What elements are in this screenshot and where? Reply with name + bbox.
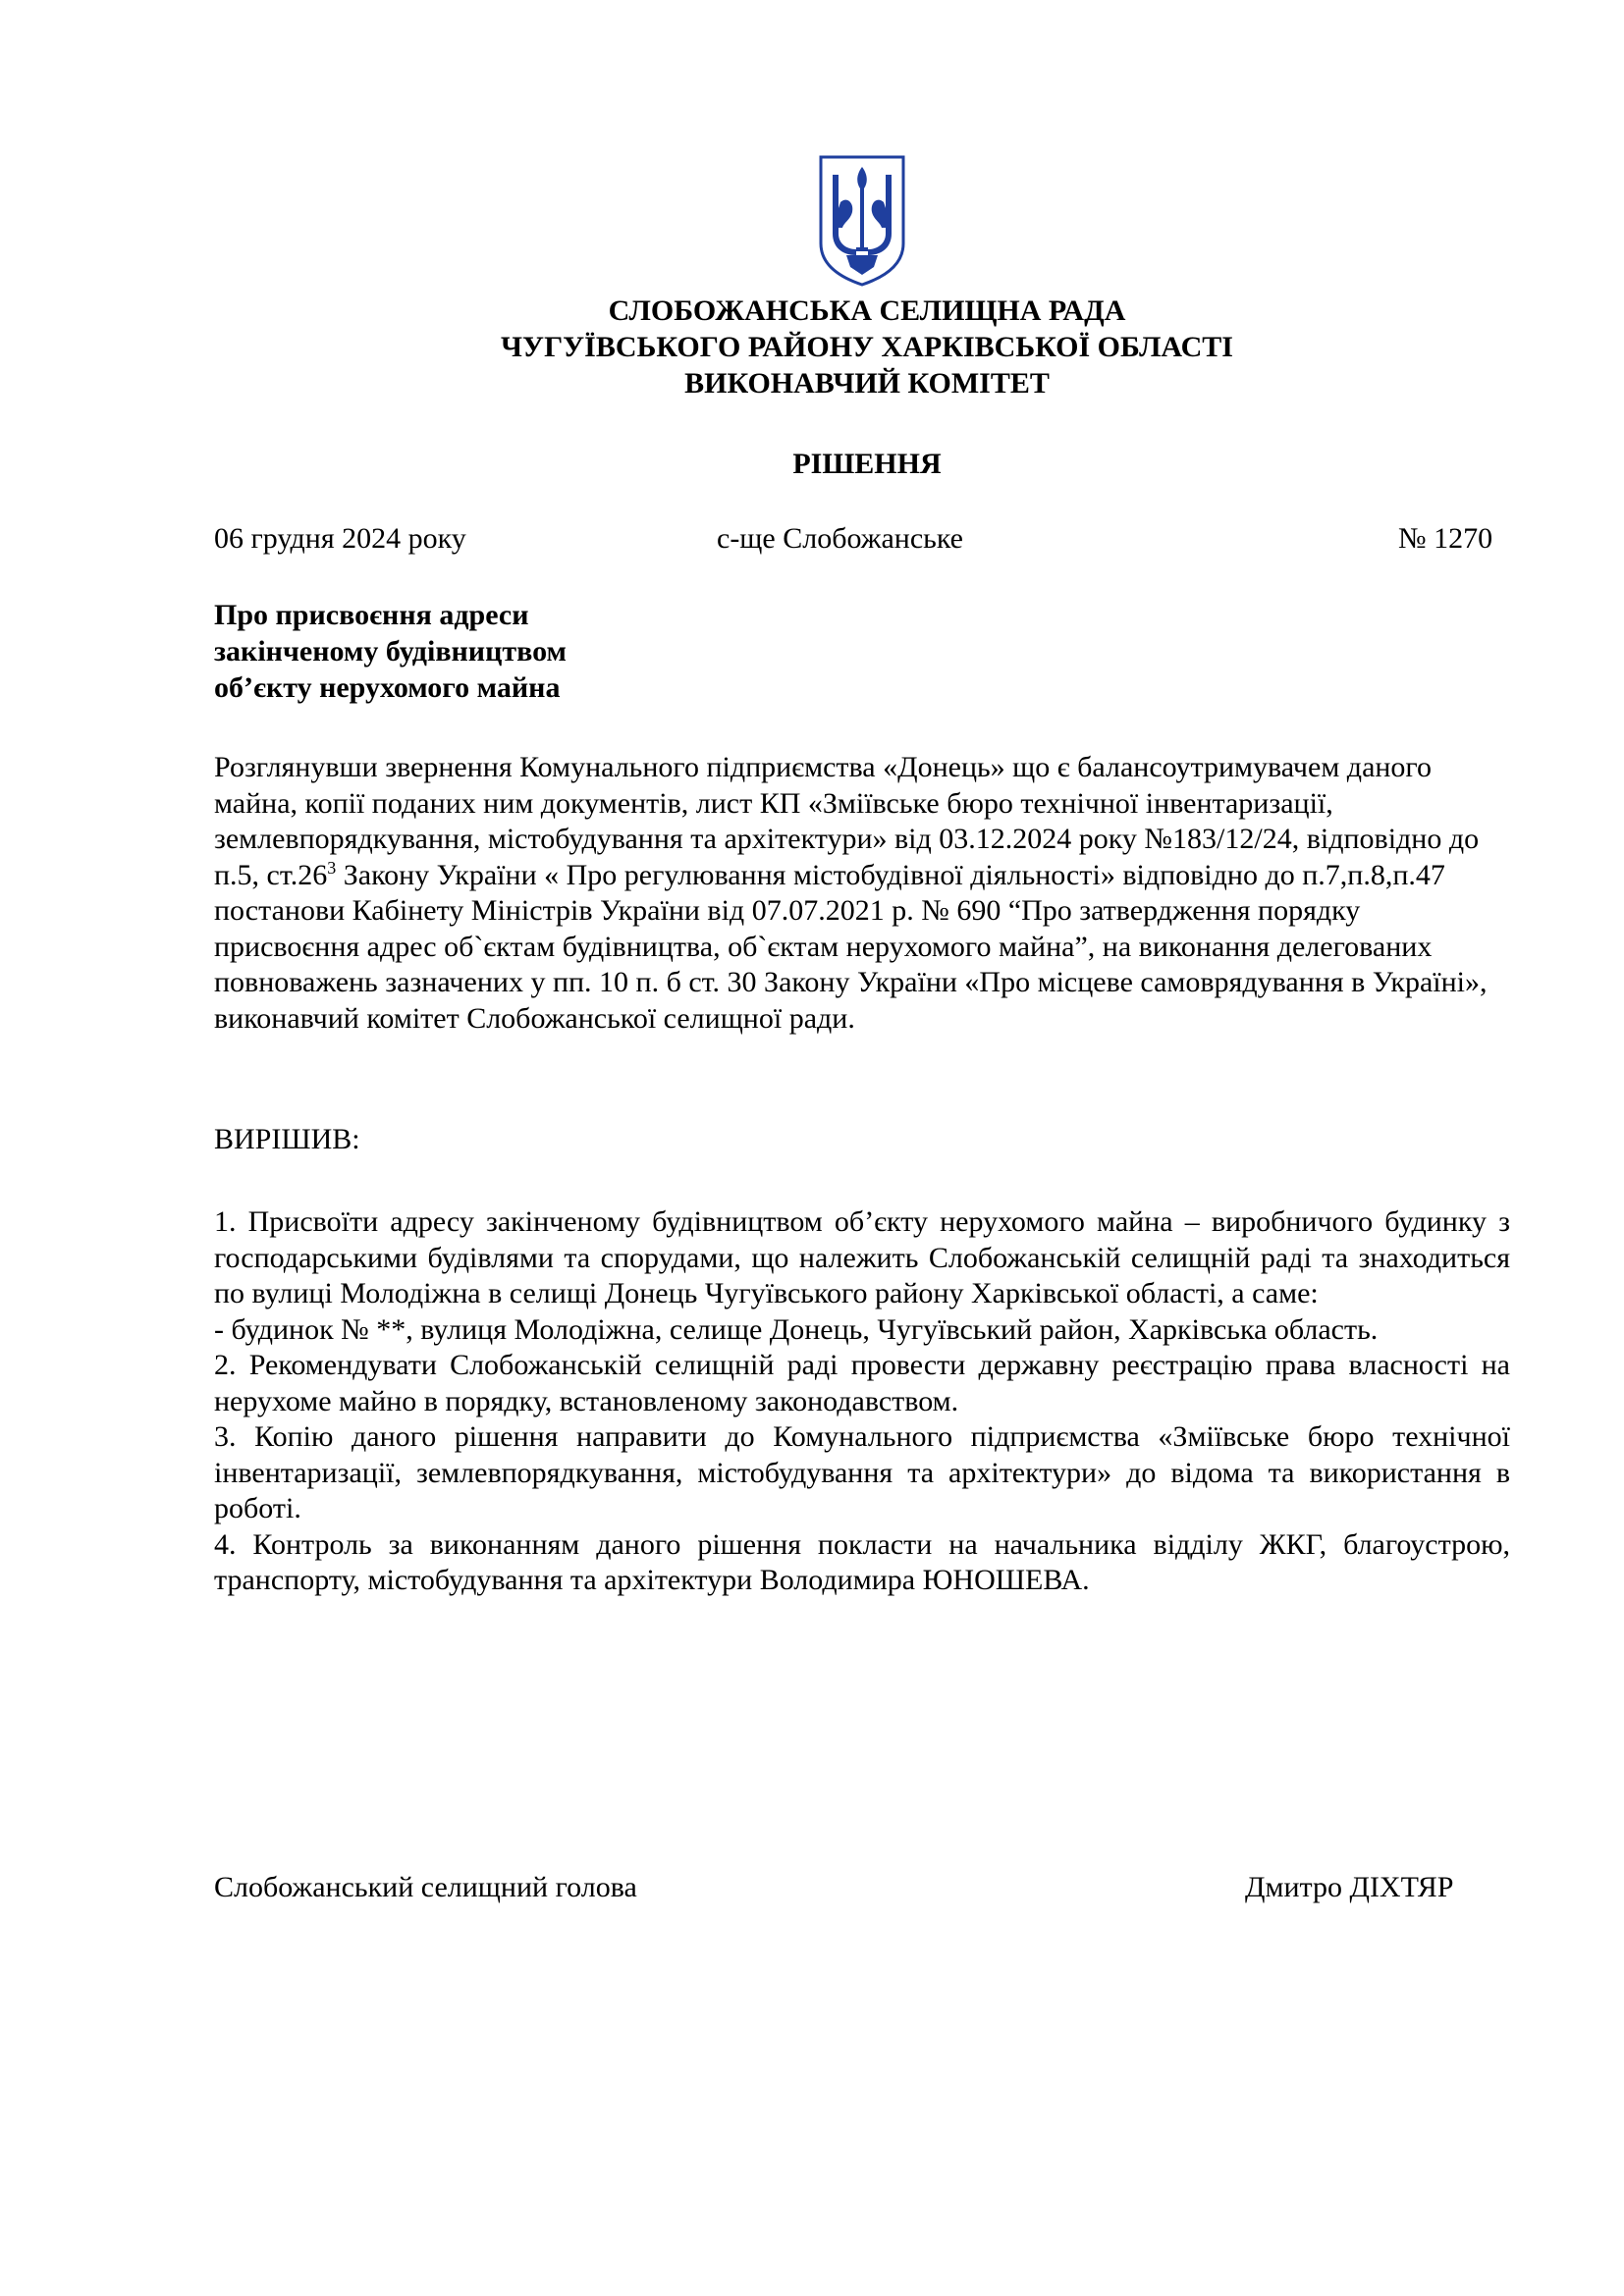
- document-type-title: РІШЕННЯ: [792, 448, 942, 480]
- preamble-text: Закону України « Про регулювання містобудівної діяльності» відповідно до п.7,п.8,п.47 постанови Кабінету Міністрів України від 07.07.2021 р. № 690 “Про затвердження порядку присвоєння адрес об`єктам будівництва, об`єктам нерухомого майна”, на виконання делегованих повноважень зазначених у пп. 10 п. б ст. 30 Закону України «Про місцеве самоврядування в Україні», виконавчий комітет Слобожанської селищної ради.: [214, 858, 1488, 1035]
- decision-number: № 1270: [1398, 522, 1493, 555]
- district-name: ЧУГУЇВСЬКОГО РАЙОНУ ХАРКІВСЬКОЇ ОБЛАСТІ: [501, 331, 1233, 363]
- preamble-paragraph: [214, 750, 1510, 1037]
- decision-item-2: 2. Рекомендувати Слобожанській селищній раді провести державну реєстрацію права власності на нерухоме майно в порядку, встановленому законодавством.: [214, 1349, 1510, 1417]
- decision-item-3: 3. Копію даного рішення направити до Комунального підприємства «Зміївське бюро технічної інвентаризації, землевпорядкування, містобудування та архітектури» до відома та використання в роботі.: [214, 1420, 1510, 1524]
- subject-line: Про присвоєння адреси: [214, 599, 529, 631]
- decision-item-4: 4. Контроль за виконанням даного рішення покласти на начальника відділу ЖКГ, благоустрою, транспорту, містобудування та архітектури Володимира ЮНОШЕВА.: [214, 1527, 1510, 1596]
- ukraine-coat-of-arms-icon: [817, 153, 907, 289]
- signatory-position: Слобожанський селищний голова: [214, 1871, 637, 1903]
- preamble-text: Розглянувши звернення Комунального підприємства «Донець» що є балансоутримувачем даного майна, копії поданих ним документів, лист КП «Зміївське бюро технічної інвентаризації, землевпорядкування, містобудування та архітектури» від 03.12.2024 року №183/12/24, відповідно до п.5, ст.26: [214, 751, 1480, 891]
- decision-date: 06 грудня 2024 року: [214, 522, 466, 555]
- council-name: СЛОБОЖАНСЬКА СЕЛИЩНА РАДА: [608, 294, 1126, 327]
- decision-item-1-address: - будинок № **, вулиця Молодіжна, селище Донець, Чугуївський район, Харківська область.: [214, 1312, 1379, 1346]
- subject-line: закінченому будівництвом: [214, 635, 567, 667]
- decision-item-1: 1. Присвоїти адресу закінченому будівництвом об’єкту нерухомого майна – виробничого будинку з господарськими будівлями та спорудами, що належить Слобожанській селищній раді та знаходиться по вулиці Молодіжна в селищі Донець Чугуївського району Харківської області, а саме:: [214, 1205, 1510, 1309]
- decision-subject: [214, 597, 567, 706]
- article-superscript: 3: [327, 857, 337, 878]
- subject-line: об’єкту нерухомого майна: [214, 671, 561, 704]
- committee-name: ВИКОНАВЧИЙ КОМІТЕТ: [684, 367, 1050, 400]
- signatory-name: Дмитро ДІХТЯР: [1245, 1871, 1454, 1903]
- resolved-heading: ВИРІШИВ:: [214, 1123, 360, 1155]
- decision-place: с-ще Слобожанське: [717, 522, 963, 555]
- council-header: [0, 293, 1624, 401]
- decision-items: [214, 1204, 1510, 1599]
